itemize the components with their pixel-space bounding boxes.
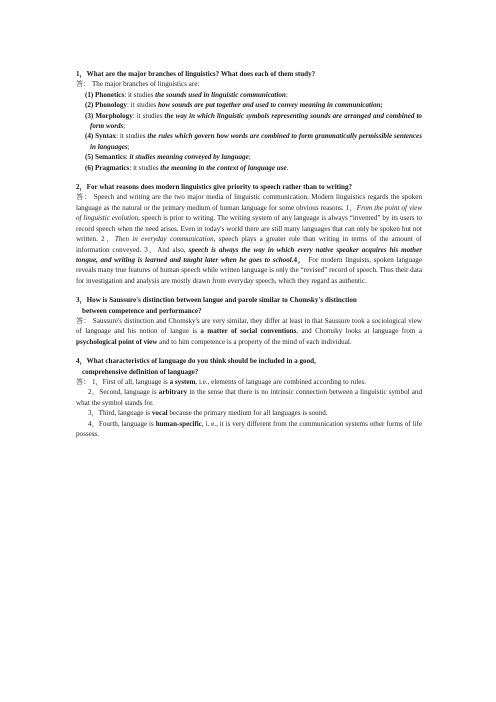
question-2-title: 2，For what reasons does modern linguistics give priority to speech rather than to writing? [76,183,353,192]
answer-text: and to him competence is a property of the mind of each individual. [157,337,352,346]
answer-4-point-4 [76,419,422,440]
term-label: (4) Syntax [85,132,117,141]
document-body [76,69,422,439]
answer-text: , speech plays a greater role than writing in terms of the amount of information conveyed. 3，And also, [76,235,423,254]
answer-text: For modern linguists, spoken language reveals many true features of human speech while written language is only the “revised” record of speech. Thus their data for investigation and analysis are mostly drawn from everyday speech, which they regard as authentic. [76,255,422,285]
answer-text: in the sense that there is no intrinsic connection between a linguistic symbol and what the symbol stands for. [76,388,423,407]
item-text: : it studies [132,111,165,120]
answer-emphasis: a matter of social conventions [200,327,297,336]
answer-text: , speech is prior to writing. The writing system of any language is always “invented” by its users to record speech when the need arises. Even in today's world there are still many languages that can only be spoken but not written. 2， [76,214,422,244]
answer-text: 4，Fourth, language is [88,419,156,428]
answer-emphasis: a system [169,377,196,386]
answer-emphasis: speech is always the way in which every native speaker acquires his mother tongue, and writing is learned and taught later when he goes to school. [76,245,422,264]
list-item [76,152,422,162]
question-1-title: 1，What are the major branches of linguistics? What does each of them study? [76,70,316,78]
list-item [76,111,422,132]
answer-text: 3，Third, language is [88,409,152,418]
item-tail: . [286,163,289,172]
term-label: (2) Phonology [85,101,127,110]
answer-text: 2，Second, language is [88,388,159,397]
answer-text: 答： 1，First of all, language is [76,377,170,386]
list-item [76,100,422,110]
answer-1-list [76,90,422,173]
answer-4-point-3 [76,408,422,418]
list-item [76,163,422,173]
answer-2-paragraph [76,192,422,286]
answer-3-paragraph [76,316,422,347]
item-tail: ; [123,122,126,131]
answer-emphasis: vocal [151,409,168,418]
question-3-title [76,295,422,316]
title-line: between competence and performance? [82,306,202,315]
term-label: (3) Morphology [85,111,133,120]
answer-text: 答： Speech and writing are the two major media of linguistic communication. Modern linguistics regards the spoken language as the natural or the primary medium of human language for some obvious reasons. 1， [76,193,422,212]
answer-emphasis: Then in everyday communication [114,235,214,244]
answer-text: , i.e., elements of language are combined according to rules. [195,377,366,386]
item-text: : [125,153,130,162]
answer-text: , i. e., it is very different from the communication systems other forms of life possess. [76,419,422,438]
title-line: comprehensive definition of language? [82,367,199,376]
term-label: (6) Pragmatics [85,163,130,172]
item-emphasis: it studies meaning conveyed by language [129,153,249,162]
answer-number: 4， [293,255,306,264]
term-label: (1) Phonetics [85,90,125,99]
list-item [76,90,422,100]
item-text: : it studies [124,90,156,99]
item-emphasis: the rules which govern how words are combined to form grammatically permissible sentences in languages [90,132,422,151]
answer-text: 答： Saussure's distinction and Chomsky's are very similar, they differ at least in that Saussure took a sociological view of language and his notion of langue is [76,316,422,336]
title-line: 4，What characteristics of language do you think should be included in a good, [76,357,316,366]
question-4-title [76,356,422,377]
answer-emphasis: arbitrary [158,388,188,397]
item-text: : it studies [116,132,148,141]
answer-emphasis: psychological point of view [76,337,158,346]
item-emphasis: the meaning in the context of language use [160,163,287,172]
term-label: (5) Semantics [85,153,126,162]
item-text: : it studies [126,101,158,110]
answer-1-lead: 答： The major branches of linguistics are: [76,80,200,89]
item-tail: ; [285,90,288,99]
item-emphasis: how sounds are put together and used to convey meaning in communication; [157,101,383,110]
answer-4-point-1 [76,377,422,387]
item-tail: ; [127,142,130,151]
title-line: 3，How is Saussure's distinction between langue and parole similar to Chomsky's distinction [76,296,357,305]
answer-text: , and Chomsky looks at language from a [296,327,422,336]
answer-emphasis: human-specific [155,419,202,428]
list-item [76,131,422,152]
item-emphasis: the sounds used in linguistic communication [155,90,286,99]
item-tail: ; [248,153,251,162]
answer-text: because the primary medium for all languages is sound. [167,409,328,418]
answer-4-point-2 [76,387,422,408]
answer-emphasis: From the point of view of linguistic evolution [76,203,422,223]
item-emphasis: the way in which linguistic symbols representing sounds are arranged and combined to form words [90,111,422,131]
item-text: : it studies [129,163,161,172]
